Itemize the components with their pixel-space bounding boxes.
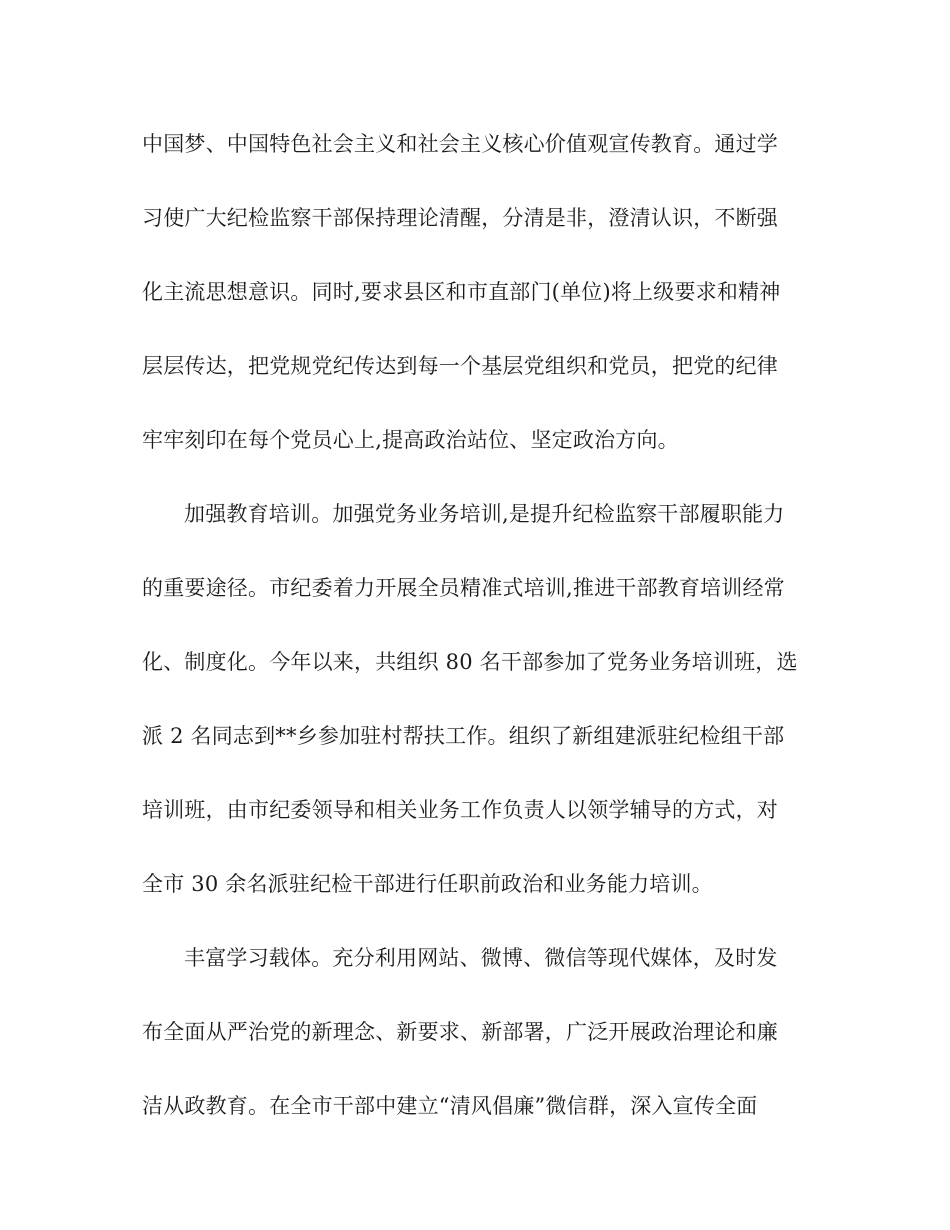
text-line: 的重要途径。市纪委着力开展全员精准式培训,推进干部教育培训经常 (142, 576, 785, 600)
text-line: 牢牢刻印在每个党员心上,提高政治站位、坚定政治方向。 (142, 428, 679, 452)
text-line: 洁从政教育。在全市干部中建立“清风倡廉”微信群，深入宣传全面 (142, 1094, 758, 1118)
text-line: 层层传达，把党规党纪传达到每一个基层党组织和党员，把党的纪律 (142, 354, 778, 378)
text-line: 培训班，由市纪委领导和相关业务工作负责人以领学辅导的方式，对 (142, 798, 778, 822)
text-line: 布全面从严治党的新理念、新要求、新部署，广泛开展政治理论和廉 (142, 1020, 778, 1044)
text-line: 习使广大纪检监察干部保持理论清醒，分清是非，澄清认识，不断强 (142, 206, 778, 230)
paragraph-start-line: 丰富学习载体。充分利用网站、微博、微信等现代媒体，及时发 (184, 946, 778, 970)
paragraph-start-line: 加强教育培训。加强党务业务培训,是提升纪检监察干部履职能力 (184, 502, 785, 526)
text-line: 中国梦、中国特色社会主义和社会主义核心价值观宣传教育。通过学 (142, 132, 778, 156)
text-line: 派 2 名同志到**乡参加驻村帮扶工作。组织了新组建派驻纪检组干部 (142, 724, 785, 748)
text-line: 全市 30 余名派驻纪检干部进行任职前政治和业务能力培训。 (142, 872, 713, 896)
text-line: 化主流思想意识。同时,要求县区和市直部门(单位)将上级要求和精神 (142, 280, 781, 304)
text-line: 化、制度化。今年以来，共组织 80 名干部参加了党务业务培训班，选 (142, 650, 798, 674)
